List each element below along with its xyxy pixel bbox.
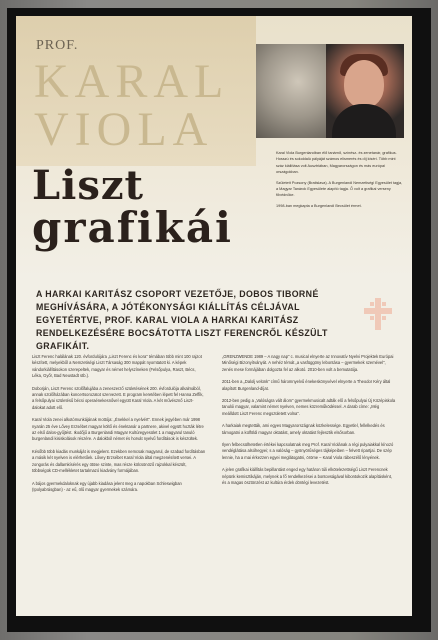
body-paragraph: Doborján, Liszt Ferenc szülőfalujába a zeneszerző születésének 200. évfordulója alkalmából, annak szülőházában koncertsorozatot szervezett. E program keretében lépett fel Hanna Zeffik, a felsőpulyai születésű bécsi operaénekesnővel együtt Karal Viola. A két művésznő Liszt-dalokat adott elő.: [32, 385, 204, 410]
left-text-column: [32, 354, 206, 499]
artist-first-name: KARAL: [34, 55, 230, 108]
liszt-portrait-image: [256, 44, 326, 138]
body-paragraph: Liszt Ferenc halálának 120. évfordulójára „Liszt Ferenc és kora" témában több mint 100 rajzot készített, melyekből a Nemzetiségi Liszt Társaság 300 mappát nyomtatott ki. A képek vándorkiállításokon szerepeltek, magyar és német helyszíneken (Felsőpulya, Raszt, Bécs, Léka, Győr, Bad Neustadt stb.).: [32, 354, 202, 379]
bio-paragraph: 1998-ban megkapta a Burgenlandi Becsület érmet.: [276, 203, 362, 208]
body-paragraph: A harkaiak megtetták, ami egyes Magyarországnak közkelessége. Egyetlel, fellelkedés és támogatni a külföldi magyar oktatást, amely oktatást fejlesztik elsősorban.: [222, 423, 385, 435]
exhibition-poster: [16, 16, 412, 616]
artist-photo: [256, 44, 404, 138]
right-text-column: [222, 354, 396, 493]
title-prefix: PROF.: [36, 38, 79, 53]
body-paragraph: „GRENZWENDE 1989 – A nagy nap" c. musical elnyerte az Innovatív Nyelvi Projektek Európai Minőségi Bizonyítványát. A nehéz témát „a vasfüggöny lebontása – gyermekek szemével", zenés mese formájában dolgozta fel az alkotó. 2010-ben volt a bemutatója.: [222, 354, 394, 372]
body-paragraph: A jelen grafikai kiállítás bepillantást enged egy határon túli elkötelezettségű Liszt Ferencnek népünk kemisztikáján, melynek a fő rendelkezései a bontovságával kibontokozik alapításként, és a magas ösztönzést az kultúra érdek döntégi levezetést.: [222, 467, 392, 486]
exhibition-title-line2: grafikái: [32, 203, 234, 252]
caritas-cross-icon: [356, 288, 400, 340]
artist-bio: [276, 150, 404, 213]
body-paragraph: Karal Viola zenei alkotómunkájának mottója: „Énekkel a nyelvért". Ennek jegyében már 1998 nyarán 25 éve Lővey Erzsébet magyar költő és énektanár a partnere, akivel együtt hozták létre az első dalos-gyűjtést. Ikodőjű a Burgenlandi Magyar Kultúregyesület 1 a magyarul tanuló burgenlandi kisiskolások részére. A dalokból német és horvát nyelvű fordítások is készültek.: [32, 417, 204, 442]
body-paragraph: 2011-ben a „Dalolj velünk" című háromnyelvű énekeskönyvével elnyerte a Theodor Kéry által alapított Burgenland-díjat.: [222, 379, 391, 391]
intro-statement: A HARKAI KARITÁSZ CSOPORT VEZETŐJE, DOBOS TIBORNÉ MEGHÍVÁSÁRA, A JÓTÉKONYSÁGI KIÁLLÍTÁS CÉLJÁVAL EGYETÉRTVE, PROF. KARAL VIOLA A HARKAI KARITÁSZ RENDELKEZÉSÉRE BOCSÁTOTTA LISZT FERENCRŐL KÉSZÜLT GRAFIKÁIT.: [36, 289, 328, 351]
exhibition-title-line1: Liszt: [32, 162, 145, 209]
body-paragraph: Később több kiadás munkáját is megjelent. Ezekben nemcsak magyarul, de szabad fordításban a másik két nyelven is elérhetőek. Lővey Erzsébet Karal Viola által megzenésített versei. A zongorás és dallamkísérés egy ötöse szinte, mas része kölcsönöző rajzokkal készült, többségük CD-mellékletet tartalmazó kiadvány formájában.: [32, 448, 206, 474]
artist-last-name: VIOLA: [34, 103, 214, 156]
bio-paragraph: Karal Viola Burgenlandban élő tanárnő, színész- és zenetanár, grafikus. Hosszú és sokoldalú pályáját számos elismerés és díj kíséri. Több mint száz kiállítása volt Ausztriában, Magyarországon és más európai országokban.: [276, 151, 397, 175]
body-paragraph: 2012-ben pedig a „Valóságra vált álom" gyermekmusicalt adták elő a felsőpulyai Új Középiskola tanulói magyar, valamint német nyelven, nemes közreműködéssel. A darab címe: „Még meálldott Liszt Ferenc megszületett volna".: [222, 398, 396, 416]
body-paragraph: A bájos gyermekdaloknak egy újabb kiadása jelent meg a napokban Schleswigban (Ipolyabrásgban) - az eű, ölű magyar gyermekek számára.: [32, 480, 182, 492]
body-paragraph: Ilyen felbecsülhetetlen értékei kapcsolatnak meg Prof. Karal Violának a régi pulyaiakkal kínozó vendéglátása alsóhegyei; s a valóság – gyönyörűséges tájképeiben – felvett ripartjai. De szép lennie, ha a mai érkezzen egyei meglátogatni, öröme – Karal Viola rábeszélő lényének.: [222, 442, 394, 460]
bio-paragraph: Született Pozsony (Bratislava). A Burgenlandi Nemzetiségi Egyesület tagja, a Magyar Tanárok Egyesülete alapító tagja. Ő volt a grafikai verseny fővédnöke.: [276, 180, 403, 198]
